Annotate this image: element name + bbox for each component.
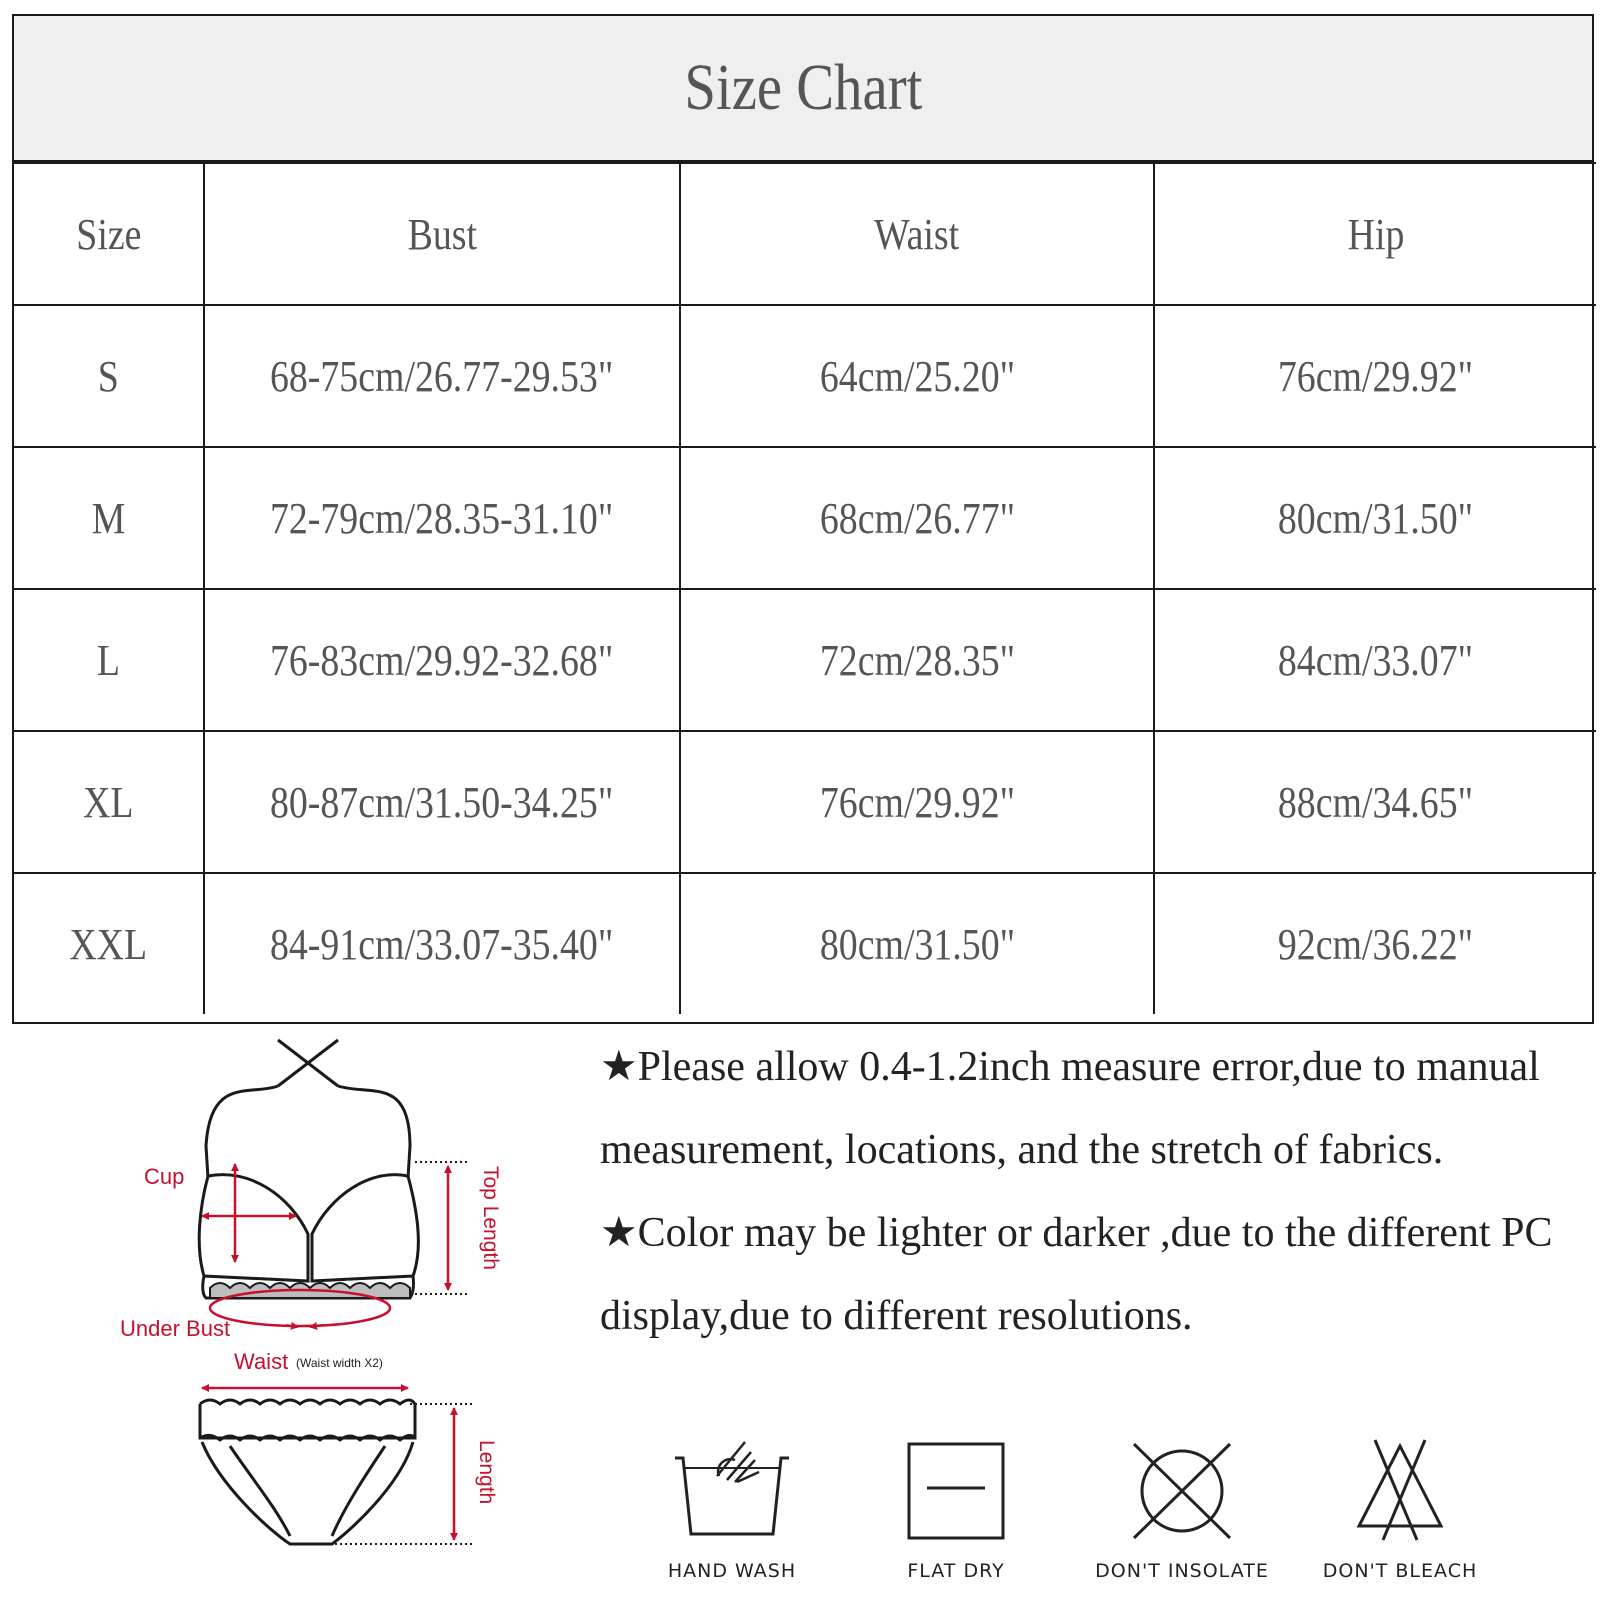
- column-header-hip: Hip: [1154, 163, 1596, 305]
- bust-cell: 80-87cm/31.50-34.25": [204, 731, 680, 873]
- hip-cell: 80cm/31.50": [1154, 447, 1596, 589]
- column-header-bust: Bust: [204, 163, 680, 305]
- table-header-row: [14, 163, 1596, 305]
- bikini-illustration: [110, 1036, 530, 1576]
- dont-insolate-label: DON'T INSOLATE: [1095, 1560, 1269, 1582]
- size-table: [14, 162, 1596, 1014]
- column-header-waist: Waist: [680, 163, 1154, 305]
- bust-cell: 76-83cm/29.92-32.68": [204, 589, 680, 731]
- bra-top: [199, 1175, 418, 1298]
- table-row: [14, 305, 1596, 447]
- dont-bleach-icon: [1345, 1436, 1455, 1546]
- size-cell: XXL: [14, 873, 204, 1014]
- dont-insolate-icon: [1122, 1436, 1242, 1546]
- table-row: [14, 447, 1596, 589]
- length-label: Length: [475, 1440, 498, 1505]
- under-bust-label: Under Bust: [120, 1316, 231, 1341]
- column-header-size: Size: [14, 163, 204, 305]
- flat-dry-icon: [901, 1436, 1011, 1546]
- bust-cell: 84-91cm/33.07-35.40": [204, 873, 680, 1014]
- care-item-hand-wash: [632, 1436, 832, 1586]
- page-title: Size Chart: [683, 51, 923, 124]
- cup-label: Cup: [144, 1164, 185, 1189]
- top-length-label: Top Length: [479, 1166, 502, 1270]
- top-straps: [206, 1040, 410, 1178]
- table-row: [14, 731, 1596, 873]
- bikini-bottom: [200, 1400, 415, 1544]
- size-cell: XL: [14, 731, 204, 873]
- size-cell: M: [14, 447, 204, 589]
- hand-wash-icon: [667, 1436, 797, 1546]
- measurement-diagram: [110, 1036, 530, 1576]
- dont-bleach-label: DON'T BLEACH: [1322, 1560, 1478, 1582]
- waist-cell: 76cm/29.92": [680, 731, 1154, 873]
- flat-dry-label: FLAT DRY: [907, 1560, 1005, 1582]
- size-chart: [12, 14, 1594, 1024]
- size-cell: L: [14, 589, 204, 731]
- table-row: [14, 873, 1596, 1014]
- care-item-flat-dry: [856, 1436, 1056, 1586]
- table-row: [14, 589, 1596, 731]
- note-color-variation: ★Color may be lighter or darker ,due to the different PC display,due to different resolutions.: [600, 1210, 1553, 1339]
- waist-cell: 64cm/25.20": [680, 305, 1154, 447]
- waist-cell: 80cm/31.50": [680, 873, 1154, 1014]
- waist-cell: 72cm/28.35": [680, 589, 1154, 731]
- waist-cell: 68cm/26.77": [680, 447, 1154, 589]
- hip-cell: 88cm/34.65": [1154, 731, 1596, 873]
- hip-cell: 76cm/29.92": [1154, 305, 1596, 447]
- waist-label: Waist: [234, 1349, 289, 1374]
- size-cell: S: [14, 305, 204, 447]
- care-item-dont-bleach: [1300, 1436, 1500, 1586]
- hip-cell: 84cm/33.07": [1154, 589, 1596, 731]
- hand-wash-label: HAND WASH: [667, 1560, 797, 1582]
- notes: [600, 1026, 1580, 1358]
- bust-cell: 68-75cm/26.77-29.53": [204, 305, 680, 447]
- care-item-dont-insolate: [1082, 1436, 1282, 1586]
- bust-cell: 72-79cm/28.35-31.10": [204, 447, 680, 589]
- size-chart-title-bar: [14, 16, 1592, 162]
- hip-cell: 92cm/36.22": [1154, 873, 1596, 1014]
- note-measure-error: ★Please allow 0.4-1.2inch measure error,due to manual measurement, locations, and the stretch of fabrics.: [600, 1044, 1540, 1173]
- waist-note-label: (Waist width X2): [296, 1356, 383, 1370]
